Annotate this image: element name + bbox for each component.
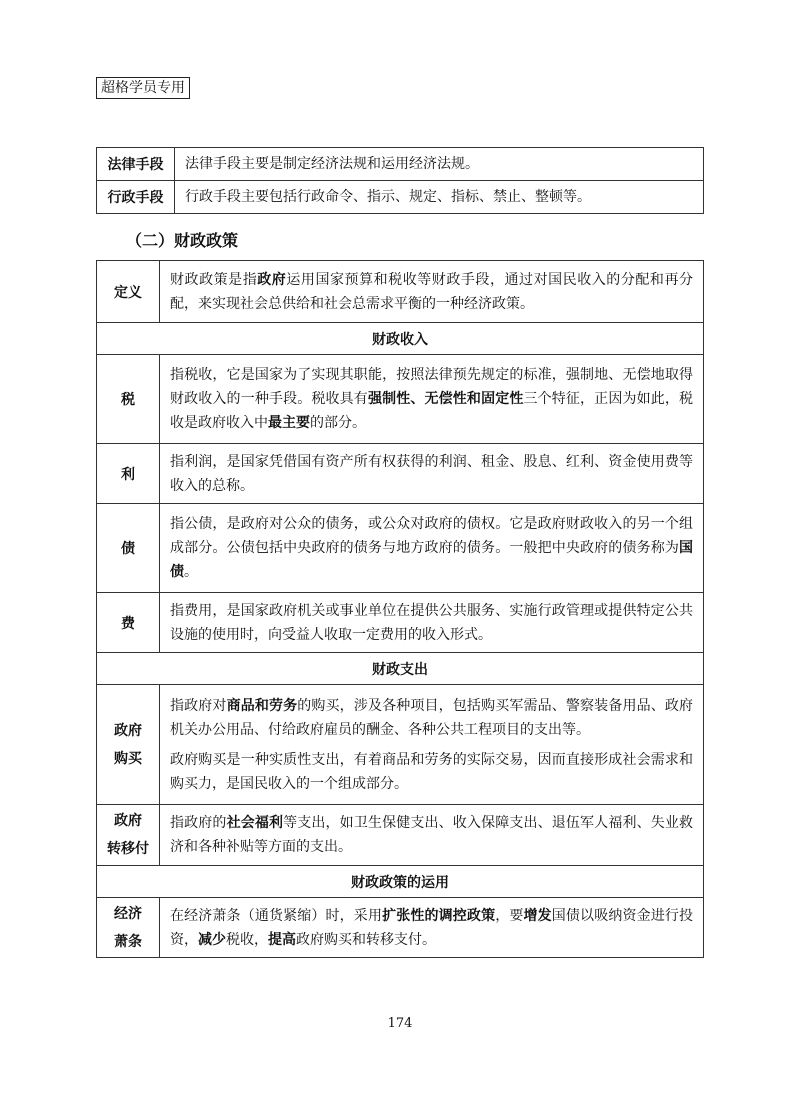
row-label-legal-means: 法律手段 xyxy=(97,148,175,181)
administrative-means-text: 行政手段主要包括行政命令、指示、规定、指标、禁止、整顿等。 xyxy=(175,181,704,214)
table-row xyxy=(97,805,704,866)
definition-text: 财政政策是指政府运用国家预算和税收等财政手段，通过对国民收入的分配和再分配，来实现社会总供给和社会总需求平衡的一种经济政策。 xyxy=(160,261,704,323)
table-row xyxy=(97,866,704,898)
emphasis-text: 商品和劳务 xyxy=(226,697,298,714)
row-label-tax: 税 xyxy=(97,355,160,444)
row-label-definition: 定义 xyxy=(97,261,160,323)
table-row xyxy=(97,261,704,323)
means-table xyxy=(96,147,704,214)
legal-means-text: 法律手段主要是制定经济法规和运用经济法规。 xyxy=(175,148,704,181)
table-row xyxy=(97,323,704,355)
table-row xyxy=(97,181,704,214)
page-number: 174 xyxy=(387,1016,413,1031)
expenditure-section-title: 财政支出 xyxy=(97,653,704,685)
table-row xyxy=(97,653,704,685)
fiscal-policy-table xyxy=(96,260,704,958)
transfer-payment-text: 指政府的社会福利等支出，如卫生保健支出、收入保障支出、退伍军人福利、失业救济和各种补贴等方面的支出。 xyxy=(160,805,704,866)
revenue-section-title: 财政收入 xyxy=(97,323,704,355)
emphasis-text: 增发 xyxy=(523,907,552,924)
emphasis-text: 提高 xyxy=(268,931,296,948)
emphasis-text: 扩张性的调控政策 xyxy=(382,907,496,924)
student-only-stamp: 超格学员专用 xyxy=(96,77,190,99)
emphasis-text: 政府 xyxy=(257,271,287,288)
row-label-debt: 债 xyxy=(97,504,160,593)
row-label-fee: 费 xyxy=(97,593,160,653)
economic-recession-text: 在经济萧条（通货紧缩）时，采用扩张性的调控政策，要增发国债以吸纳资金进行投资，减少税收，提高政府购买和转移支付。 xyxy=(160,898,704,958)
table-row xyxy=(97,444,704,504)
emphasis-text: 社会福利 xyxy=(226,815,284,831)
row-label-economic-recession: 经济 萧条 xyxy=(97,898,160,958)
table-row xyxy=(97,593,704,653)
tax-text: 指税收，它是国家为了实现其职能，按照法律预先规定的标准，强制地、无偿地取得财政收入的一种手段。税收具有强制性、无偿性和固定性三个特征，正因为如此，税收是政府收入中最主要的部分。 xyxy=(160,355,704,444)
emphasis-text: 强制性、无偿性和固定性 xyxy=(367,391,524,407)
row-label-transfer-payment: 政府 转移付 xyxy=(97,805,160,866)
emphasis-text: 最主要 xyxy=(268,415,310,431)
table-row xyxy=(97,355,704,444)
row-label-profit: 利 xyxy=(97,444,160,504)
table-row xyxy=(97,685,704,805)
row-label-government-purchase: 政府 购买 xyxy=(97,685,160,805)
table-row xyxy=(97,504,704,593)
emphasis-text: 减少 xyxy=(198,931,226,948)
row-label-administrative-means: 行政手段 xyxy=(97,181,175,214)
table-row xyxy=(97,148,704,181)
table-row xyxy=(97,898,704,958)
application-section-title: 财政政策的运用 xyxy=(97,866,704,898)
profit-text: 指利润，是国家凭借国有资产所有权获得的利润、租金、股息、红利、资金使用费等收入的总称。 xyxy=(160,444,704,504)
government-purchase-text: 指政府对商品和劳务的购买，涉及各种项目，包括购买军需品、警察装备用品、政府机关办公用品、付给政府雇员的酬金、各种公共工程项目的支出等。 政府购买是一种实质性支出，有着商品和劳务的实际交易，因而直接形成社会需求和购买力，是国民收入的一个组成部分。 xyxy=(160,685,704,805)
fee-text: 指费用，是国家政府机关或事业单位在提供公共服务、实施行政管理或提供特定公共设施的使用时，向受益人收取一定费用的收入形式。 xyxy=(160,593,704,653)
section-title: （二）财政政策 xyxy=(126,231,239,250)
debt-text: 指公债，是政府对公众的债务，或公众对政府的债权。它是政府财政收入的另一个组成部分。公债包括中央政府的债务与地方政府的债务。一般把中央政府的债务称为国债。 xyxy=(160,504,704,593)
emphasis-text: 国债 xyxy=(170,540,693,580)
